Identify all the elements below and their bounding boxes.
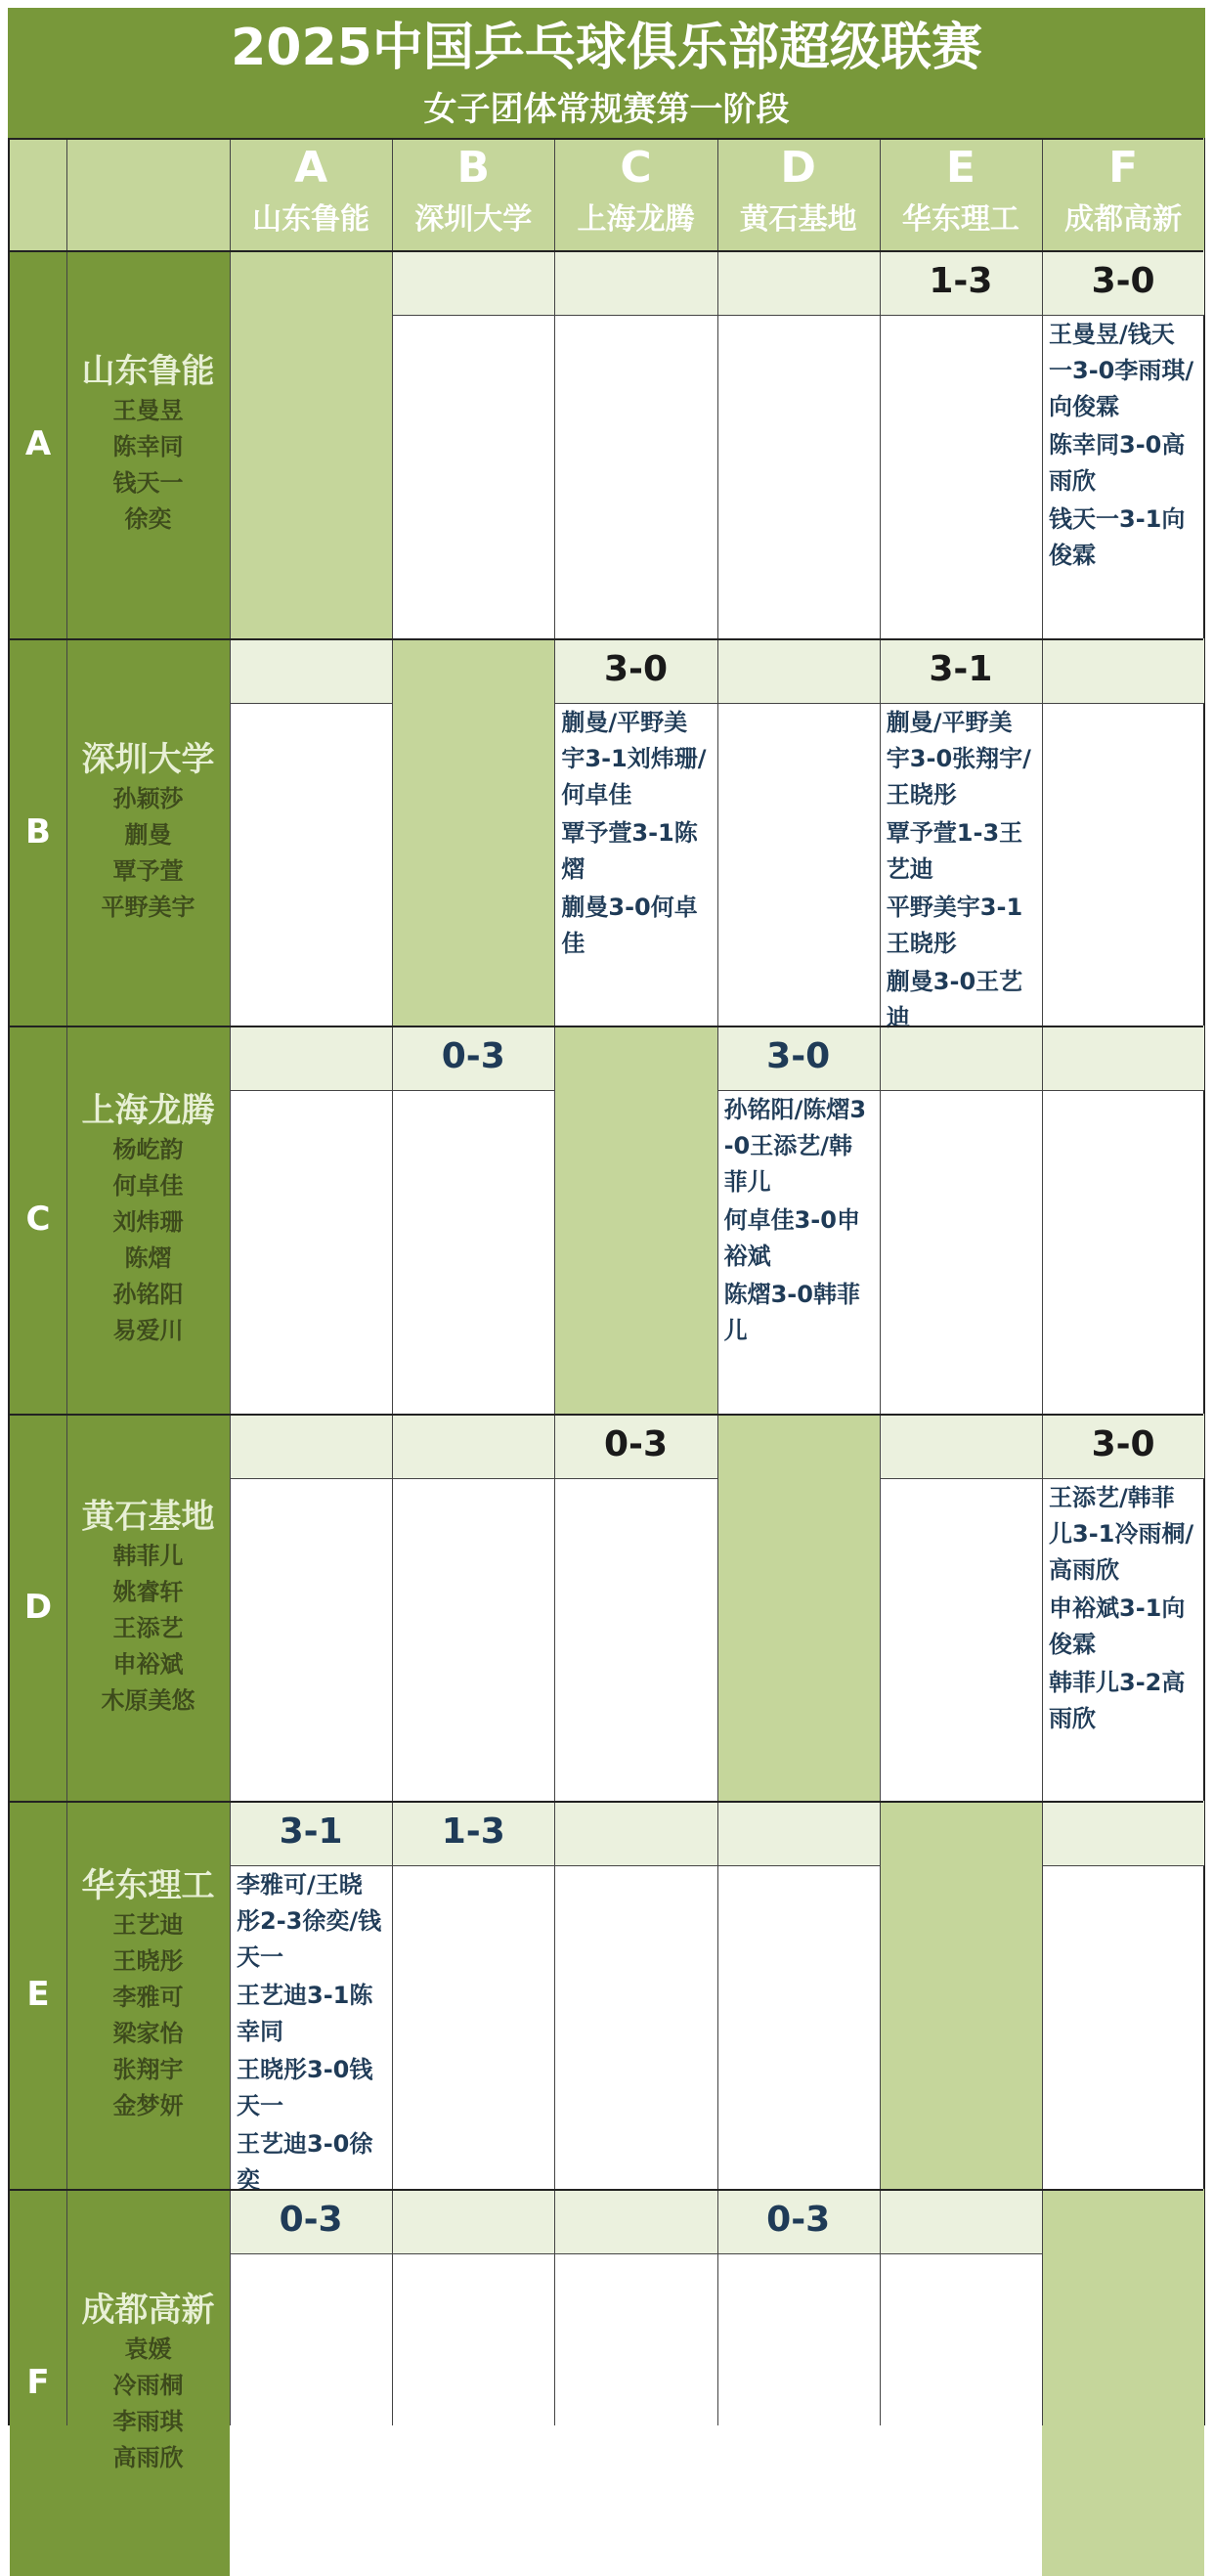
score-bar-divider <box>554 315 716 316</box>
row-team-info <box>66 2289 230 2476</box>
match-detail-line: 覃予萱1-3王艺迪 <box>880 813 1042 888</box>
score-bar-divider <box>392 1478 554 1479</box>
score-bar-divider <box>230 1090 392 1091</box>
score-bar-divider <box>717 1865 880 1866</box>
match-score: 1-3 <box>392 1801 554 1865</box>
score-bar-divider <box>554 1478 716 1479</box>
match-detail-line: 陈幸同3-0高雨欣 <box>1042 425 1204 500</box>
score-bar-divider <box>1042 1478 1204 1479</box>
column-header <box>230 138 392 250</box>
match-score: 0-3 <box>230 2189 392 2253</box>
player-name: 王艺迪 <box>66 1907 230 1943</box>
score-bar-divider <box>717 1090 880 1091</box>
diagonal-cell <box>554 1026 716 1414</box>
player-name: 王晓彤 <box>66 1943 230 1980</box>
score-bar <box>230 638 392 703</box>
match-score: 3-0 <box>717 1026 880 1090</box>
grid-line-row <box>10 638 1203 640</box>
page-subtitle: 女子团体常规赛第一阶段 <box>8 90 1205 129</box>
score-bar-divider <box>717 2253 880 2254</box>
grid-line-top <box>10 138 1203 140</box>
grid-line-row <box>10 2189 1203 2191</box>
match-details <box>230 1865 392 2199</box>
row-team <box>66 2189 230 2576</box>
score-bar-divider <box>392 315 554 316</box>
match-detail-line: 申裕斌3-1向俊霖 <box>1042 1589 1204 1663</box>
row-letter-text: D <box>10 1588 66 1627</box>
grid-line-vertical <box>880 138 881 2425</box>
grid-line-vertical <box>554 138 555 2425</box>
player-name: 蒯曼 <box>66 817 230 853</box>
player-name: 陈幸同 <box>66 429 230 465</box>
score-bar <box>554 2189 716 2253</box>
score-bar-divider <box>554 2253 716 2254</box>
row-letter-text: F <box>10 2363 66 2402</box>
score-bar <box>392 1414 554 1478</box>
score-bar <box>717 250 880 315</box>
grid-line-vertical <box>230 138 231 2425</box>
diagonal-cell <box>230 250 392 638</box>
match-details <box>880 703 1042 1036</box>
row-letter <box>10 2189 66 2576</box>
row-team-info <box>66 1495 230 1719</box>
diagonal-cell <box>392 638 554 1026</box>
match-score: 1-3 <box>880 250 1042 315</box>
match-score: 0-3 <box>554 1414 716 1478</box>
match-score: 3-1 <box>230 1801 392 1865</box>
match-detail-line: 钱天一3-1向俊霖 <box>1042 500 1204 574</box>
match-detail-line: 王艺迪3-1陈幸同 <box>230 1976 392 2050</box>
score-bar-divider <box>392 1865 554 1866</box>
match-detail-line: 蒯曼3-0王艺迪 <box>880 962 1042 1036</box>
title-banner <box>8 8 1205 138</box>
row-team <box>66 250 230 638</box>
score-bar-divider <box>880 315 1042 316</box>
round-robin-table <box>8 138 1205 2425</box>
score-bar <box>230 1414 392 1478</box>
player-name: 金梦妍 <box>66 2088 230 2124</box>
score-bar-divider <box>230 2253 392 2254</box>
player-name: 刘炜珊 <box>66 1204 230 1241</box>
column-team-name: 华东理工 <box>880 202 1042 238</box>
diagonal-cell <box>1042 2189 1204 2576</box>
score-bar-divider <box>1042 703 1204 704</box>
match-detail-line: 王艺迪3-0徐奕 <box>230 2124 392 2199</box>
match-score: 3-0 <box>554 638 716 703</box>
column-letter: B <box>392 144 554 193</box>
player-name: 易爱川 <box>66 1313 230 1349</box>
score-bar <box>1042 1801 1204 1865</box>
grid-line-vertical <box>717 138 718 2425</box>
score-bar-divider <box>880 1090 1042 1091</box>
score-bar-divider <box>717 703 880 704</box>
score-bar-divider <box>554 703 716 704</box>
column-letter: C <box>554 144 716 193</box>
column-team-name: 黄石基地 <box>717 202 880 238</box>
column-header <box>392 138 554 250</box>
grid-line-row <box>10 250 1203 252</box>
column-letter: E <box>880 144 1042 193</box>
score-bar-divider <box>230 703 392 704</box>
row-team <box>66 1026 230 1414</box>
match-details <box>554 703 716 962</box>
player-name: 申裕斌 <box>66 1646 230 1682</box>
row-team-name: 上海龙腾 <box>66 1089 230 1132</box>
match-detail-line: 李雅可/王晓彤2-3徐奕/钱天一 <box>230 1865 392 1976</box>
score-bar-divider <box>880 703 1042 704</box>
column-header <box>880 138 1042 250</box>
player-name: 王添艺 <box>66 1610 230 1646</box>
match-detail-line: 王添艺/韩菲儿3-1冷雨桐/高雨欣 <box>1042 1478 1204 1589</box>
column-team-name: 成都高新 <box>1042 202 1204 238</box>
player-name: 李雅可 <box>66 1980 230 2016</box>
row-letter-text: C <box>10 1200 66 1239</box>
column-team-name: 上海龙腾 <box>554 202 716 238</box>
player-name: 高雨欣 <box>66 2440 230 2476</box>
player-name: 姚睿轩 <box>66 1574 230 1610</box>
column-header <box>717 138 880 250</box>
match-detail-line: 陈熠3-0韩菲儿 <box>717 1275 880 1349</box>
row-team-name: 华东理工 <box>66 1864 230 1907</box>
match-score: 3-0 <box>1042 1414 1204 1478</box>
score-bar-divider <box>1042 1090 1204 1091</box>
row-team-info <box>66 1864 230 2124</box>
score-bar <box>717 1801 880 1865</box>
score-bar <box>554 1801 716 1865</box>
score-bar-divider <box>230 1478 392 1479</box>
row-letter <box>10 1414 66 1802</box>
player-name: 陈熠 <box>66 1241 230 1277</box>
row-letter <box>10 250 66 638</box>
row-team-name: 黄石基地 <box>66 1495 230 1538</box>
grid-line-row <box>10 1026 1203 1027</box>
player-name: 张翔宇 <box>66 2052 230 2088</box>
grid-line-row <box>10 1801 1203 1803</box>
row-letter-text: A <box>10 424 66 463</box>
corner-cell <box>10 138 230 250</box>
player-name: 平野美宇 <box>66 890 230 926</box>
match-detail-line: 王曼昱/钱天一3-0李雨琪/向俊霖 <box>1042 315 1204 425</box>
diagonal-cell <box>717 1414 880 1802</box>
grid-line-vertical <box>66 138 67 2425</box>
score-bar-divider <box>880 1478 1042 1479</box>
player-name: 韩菲儿 <box>66 1538 230 1574</box>
grid-line-row <box>10 1414 1203 1416</box>
player-name: 袁媛 <box>66 2332 230 2368</box>
row-letter-text: B <box>10 812 66 851</box>
score-bar-divider <box>392 1090 554 1091</box>
match-details <box>1042 315 1204 574</box>
score-bar <box>392 250 554 315</box>
row-team-name: 山东鲁能 <box>66 350 230 393</box>
column-letter: A <box>230 144 392 193</box>
match-detail-line: 王晓彤3-0钱天一 <box>230 2050 392 2124</box>
player-name: 王曼昱 <box>66 393 230 429</box>
column-team-name: 深圳大学 <box>392 202 554 238</box>
column-letter: F <box>1042 144 1204 193</box>
match-score: 0-3 <box>717 2189 880 2253</box>
row-team-info <box>66 738 230 926</box>
score-bar <box>880 1414 1042 1478</box>
player-name: 冷雨桐 <box>66 2368 230 2404</box>
score-bar <box>880 2189 1042 2253</box>
player-name: 徐奕 <box>66 502 230 538</box>
row-letter <box>10 638 66 1026</box>
score-bar <box>554 250 716 315</box>
row-team-info <box>66 350 230 538</box>
player-name: 杨屹韵 <box>66 1132 230 1168</box>
score-bar-divider <box>717 315 880 316</box>
match-detail-line: 何卓佳3-0申裕斌 <box>717 1201 880 1275</box>
score-bar <box>1042 1026 1204 1090</box>
column-letter: D <box>717 144 880 193</box>
column-header <box>1042 138 1204 250</box>
score-bar-divider <box>230 1865 392 1866</box>
row-team-info <box>66 1089 230 1349</box>
score-bar <box>392 2189 554 2253</box>
player-name: 梁家怡 <box>66 2016 230 2052</box>
player-name: 李雨琪 <box>66 2404 230 2440</box>
row-letter-text: E <box>10 1975 66 2014</box>
player-name: 木原美悠 <box>66 1682 230 1719</box>
match-detail-line: 覃予萱3-1陈熠 <box>554 813 716 888</box>
player-name: 覃予萱 <box>66 853 230 890</box>
row-letter <box>10 1801 66 2189</box>
score-bar-divider <box>1042 1865 1204 1866</box>
page-title: 2025中国乒乓球俱乐部超级联赛 <box>8 18 1205 78</box>
row-team <box>66 638 230 1026</box>
player-name: 钱天一 <box>66 465 230 502</box>
match-detail-line: 蒯曼3-0何卓佳 <box>554 888 716 962</box>
score-bar <box>717 638 880 703</box>
player-name: 何卓佳 <box>66 1168 230 1204</box>
match-detail-line: 蒯曼/平野美宇3-0张翔宇/王晓彤 <box>880 703 1042 813</box>
diagonal-cell <box>880 1801 1042 2189</box>
match-details <box>1042 1478 1204 1737</box>
score-bar-divider <box>554 1865 716 1866</box>
score-bar-divider <box>1042 315 1204 316</box>
match-detail-line: 孙铭阳/陈熠3-0王添艺/韩菲儿 <box>717 1090 880 1201</box>
score-bar-divider <box>392 2253 554 2254</box>
match-detail-line: 平野美宇3-1王晓彤 <box>880 888 1042 962</box>
player-name: 孙铭阳 <box>66 1277 230 1313</box>
grid-line-vertical <box>392 138 393 2425</box>
score-bar <box>1042 638 1204 703</box>
match-details <box>717 1090 880 1349</box>
match-detail-line: 蒯曼/平野美宇3-1刘炜珊/何卓佳 <box>554 703 716 813</box>
row-letter <box>10 1026 66 1414</box>
player-name: 孙颖莎 <box>66 781 230 817</box>
match-score: 0-3 <box>392 1026 554 1090</box>
match-score: 3-0 <box>1042 250 1204 315</box>
score-bar-divider <box>880 2253 1042 2254</box>
grid-line-vertical <box>1042 138 1043 2425</box>
row-team-name: 深圳大学 <box>66 738 230 781</box>
row-team-name: 成都高新 <box>66 2289 230 2332</box>
row-team <box>66 1414 230 1802</box>
match-score: 3-1 <box>880 638 1042 703</box>
match-detail-line: 韩菲儿3-2高雨欣 <box>1042 1663 1204 1737</box>
column-header <box>554 138 716 250</box>
row-team <box>66 1801 230 2189</box>
score-bar <box>230 1026 392 1090</box>
column-team-name: 山东鲁能 <box>230 202 392 238</box>
